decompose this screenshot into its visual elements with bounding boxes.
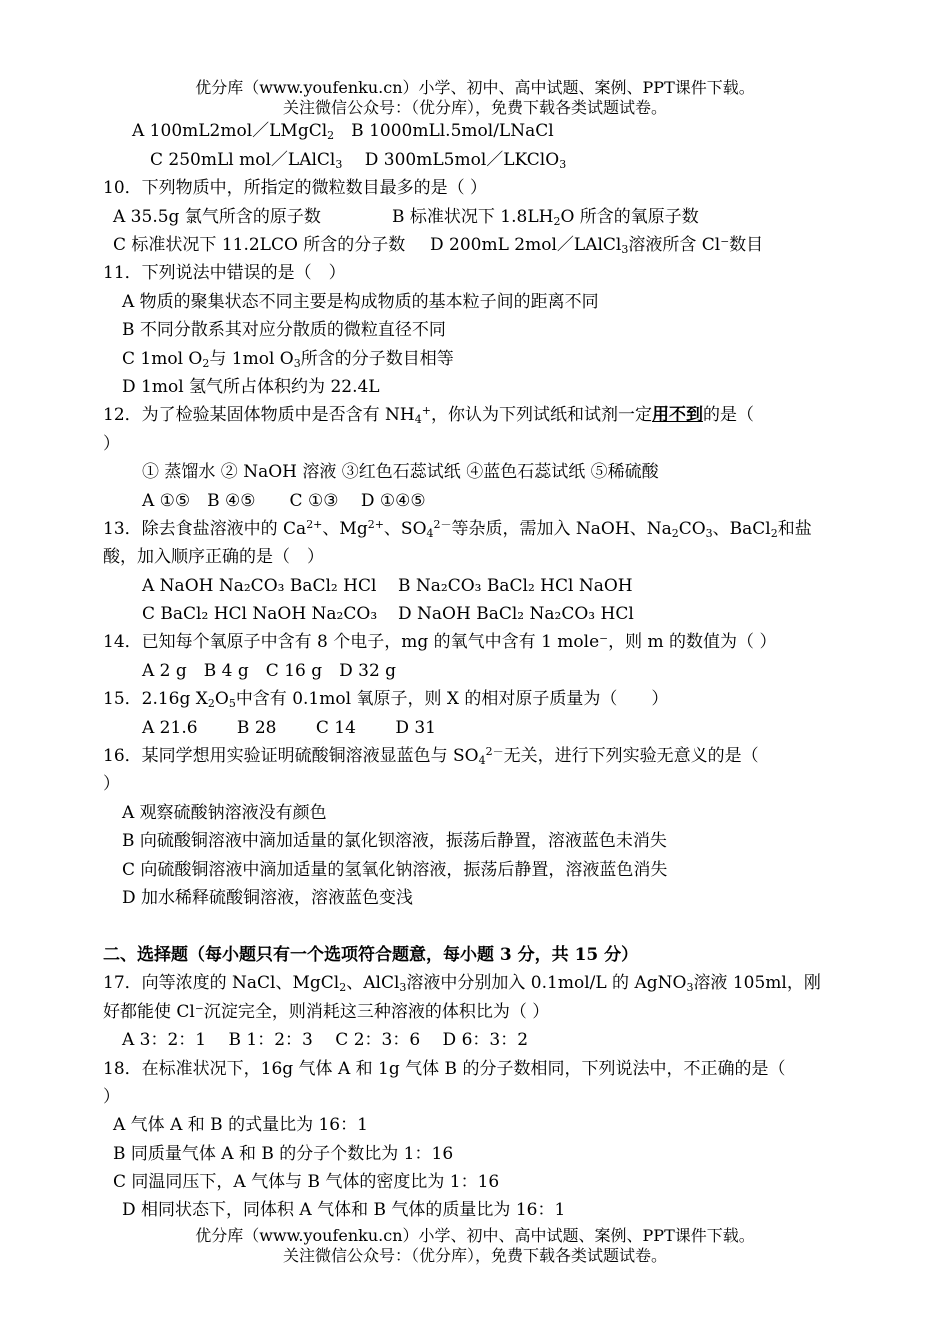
q17-stem-cont: 好都能使 Cl⁻沉淀完全，则消耗这三种溶液的体积比为（ ）	[103, 1002, 550, 1022]
q14-stem: 14．已知每个氧原子中含有 8 个电子，mg 的氧气中含有 1 mole⁻，则 m 的数值为（ ）	[103, 632, 777, 652]
q13-stem: 13．除去食盐溶液中的 $Ca^{2+}$、$Mg^{2+}$、$SO_4^{2-}$等杂质，需加入 NaOH、$Na_2CO_3$、BaCl$_2$和盐	[103, 518, 812, 540]
header-line-1: 优分库（www.youfenku.cn）小学、初中、高中试题、案例、PPT课件下载。	[195, 78, 755, 97]
q12-options: A ①⑤ B ④⑤ C ①③ D ①④⑤	[142, 491, 426, 511]
footer-line-1: 优分库（www.youfenku.cn）小学、初中、高中试题、案例、PPT课件下载。	[195, 1226, 755, 1245]
q18-option-a: A 气体 A 和 B 的式量比为 16：1	[113, 1115, 368, 1135]
q10-stem: 10．下列物质中，所指定的微粒数目最多的是（ ）	[103, 178, 488, 198]
q18-option-d: D 相同状态下，同体积 A 气体和 B 气体的质量比为 16：1	[122, 1200, 566, 1220]
q10-option-a: A 35.5g 氯气所含的原子数	[113, 207, 321, 227]
q15-stem: 15．2.16g $X_2O_5$中含有 0.1mol 氧原子，则 X 的相对原子质量为（ ）	[103, 689, 669, 710]
q11-option-a: A 物质的聚集状态不同主要是构成物质的基本粒子间的距离不同	[122, 292, 599, 312]
q16-option-c: C 向硫酸铜溶液中滴加适量的氢氧化钠溶液，振荡后静置，溶液蓝色消失	[122, 860, 668, 880]
q15-options: A 21.6 B 28 C 14 D 31	[142, 718, 436, 738]
q13-option-b: B Na₂CO₃ BaCl₂ HCl NaOH	[398, 576, 633, 596]
q16-option-d: D 加水稀释硫酸铜溶液，溶液蓝色变浅	[122, 888, 414, 908]
q16-option-b: B 向硫酸铜溶液中滴加适量的氯化钡溶液，振荡后静置，溶液蓝色未消失	[122, 831, 667, 851]
q10-option-c: C 标准状况下 11.2LCO 所含的分子数	[113, 235, 406, 255]
emphasis-not-used: 用不到	[651, 405, 703, 425]
q9-option-c: C 250mLl mol／LAlCl$_3$ D 300mL5mol／LKClO$_3$	[150, 150, 567, 171]
q18-option-c: C 同温同压下，A 气体与 B 气体的密度比为 1：16	[113, 1172, 500, 1192]
q11-option-c: C 1mol $O_2$与 1mol $O_3$所含的分子数目相等	[122, 349, 454, 370]
q13-option-a: A NaOH Na₂CO₃ BaCl₂ HCl	[142, 576, 377, 596]
q14-options: A 2 g B 4 g C 16 g D 32 g	[142, 661, 397, 681]
q11-option-b: B 不同分散系其对应分散质的微粒直径不同	[122, 320, 446, 340]
q18-option-b: B 同质量气体 A 和 B 的分子个数比为 1：16	[113, 1144, 454, 1164]
q18-stem-cont: ）	[103, 1087, 120, 1107]
q13-option-d: D NaOH BaCl₂ Na₂CO₃ HCl	[398, 604, 634, 624]
q11-stem: 11．下列说法中错误的是（ ）	[103, 263, 346, 283]
q10-option-b: B 标准状况下 $1.8LH_2O$ 所含的氧原子数	[392, 207, 699, 228]
q12-stem-cont: ）	[103, 434, 120, 454]
q9-option-a: A 100mL2mol／LMgCl$_2$ B 1000mLl.5mol/LNaCl	[132, 121, 554, 142]
q11-option-d: D 1mol 氢气所占体积约为 22.4L	[122, 377, 380, 397]
header-line-2: 关注微信公众号：（优分库），免费下载各类试题试卷。	[282, 98, 667, 117]
q16-option-a: A 观察硫酸钠溶液没有颜色	[122, 803, 327, 823]
q16-stem: 16．某同学想用实验证明硫酸铜溶液显蓝色与 $SO_4^{2-}$无关，进行下列实验无意义的是（	[103, 745, 759, 767]
q13-stem-cont: 酸，加入顺序正确的是（ ）	[103, 547, 324, 567]
q18-stem: 18．在标准状况下，16g 气体 A 和 1g 气体 B 的分子数相同，下列说法中，不正确的是（	[103, 1059, 786, 1079]
q10-option-d: D 200mL 2mol／LAlCl$_3$溶液所含 Cl⁻数目	[430, 235, 764, 256]
q17-options: A 3：2：1 B 1：2：3 C 2：3：6 D 6：3：2	[122, 1030, 529, 1050]
q12-reagents: ① 蒸馏水 ② NaOH 溶液 ③红色石蕊试纸 ④蓝色石蕊试纸 ⑤稀硫酸	[142, 462, 659, 482]
q12-stem: 12．为了检验某固体物质中是否含有 $NH_4^+$，你认为下列试纸和试剂一定用不到的是（	[103, 404, 754, 426]
q17-stem: 17．向等浓度的 NaCl、MgCl$_2$、AlCl$_3$溶液中分别加入 0.1mol/L 的 AgNO$_3$溶液 105ml，刚	[103, 973, 821, 994]
section-2-title: 二、选择题（每小题只有一个选项符合题意，每小题 3 分，共 15 分）	[103, 945, 639, 965]
footer-line-2: 关注微信公众号：（优分库），免费下载各类试题试卷。	[282, 1246, 667, 1265]
q13-option-c: C BaCl₂ HCl NaOH Na₂CO₃	[142, 604, 378, 624]
q16-stem-cont: ）	[103, 774, 120, 794]
